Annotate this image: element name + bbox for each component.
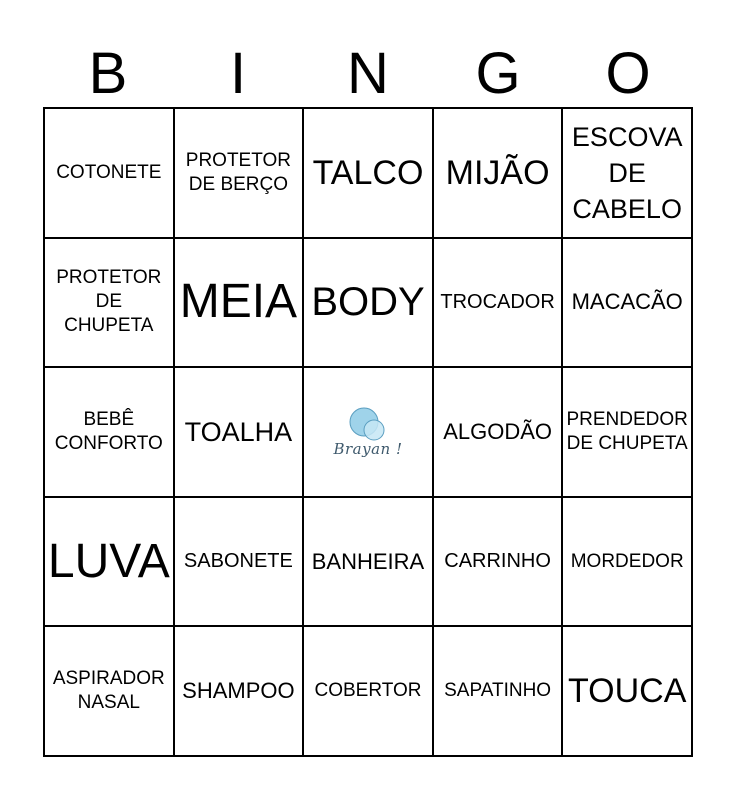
- header-letter-o: O: [605, 41, 651, 106]
- bingo-cell[interactable]: ESCOVA DE CABELO: [562, 108, 692, 238]
- bingo-cell[interactable]: BEBÊ CONFORTO: [44, 367, 174, 497]
- bingo-cell[interactable]: SHAMPOO: [174, 626, 304, 756]
- bingo-cell[interactable]: ALGODÃO: [433, 367, 563, 497]
- bingo-cell[interactable]: BANHEIRA: [303, 497, 433, 627]
- header-letter-i: I: [229, 41, 247, 106]
- bingo-cell[interactable]: TALCO: [303, 108, 433, 238]
- bingo-cell[interactable]: COTONETE: [44, 108, 174, 238]
- bingo-cell[interactable]: MACACÃO: [562, 238, 692, 368]
- bingo-cell[interactable]: MIJÃO: [433, 108, 563, 238]
- bingo-cell[interactable]: MEIA: [174, 238, 304, 368]
- bingo-cell[interactable]: ASPIRADOR NASAL: [44, 626, 174, 756]
- bingo-cell[interactable]: MORDEDOR: [562, 497, 692, 627]
- bingo-cell[interactable]: LUVA: [44, 497, 174, 627]
- bingo-cell[interactable]: PROTETOR DE BERÇO: [174, 108, 304, 238]
- bingo-cell[interactable]: SABONETE: [174, 497, 304, 627]
- bingo-cell[interactable]: COBERTOR: [303, 626, 433, 756]
- bingo-cell[interactable]: BODY: [303, 238, 433, 368]
- bingo-cell[interactable]: SAPATINHO: [433, 626, 563, 756]
- free-space[interactable]: [303, 367, 433, 497]
- header-letter-n: N: [347, 41, 389, 106]
- free-space-logo-text: Brayan !: [333, 439, 403, 458]
- header-letter-b: B: [88, 41, 128, 106]
- bingo-card: [43, 107, 693, 757]
- bingo-cell[interactable]: PROTETOR DE CHUPETA: [44, 238, 174, 368]
- bingo-cell[interactable]: TROCADOR: [433, 238, 563, 368]
- bingo-cell[interactable]: TOUCA: [562, 626, 692, 756]
- bingo-cell[interactable]: PRENDEDOR DE CHUPETA: [562, 367, 692, 497]
- bingo-header: [43, 40, 693, 108]
- bingo-cell[interactable]: CARRINHO: [433, 497, 563, 627]
- header-letter-g: G: [475, 41, 521, 106]
- bingo-cell[interactable]: TOALHA: [174, 367, 304, 497]
